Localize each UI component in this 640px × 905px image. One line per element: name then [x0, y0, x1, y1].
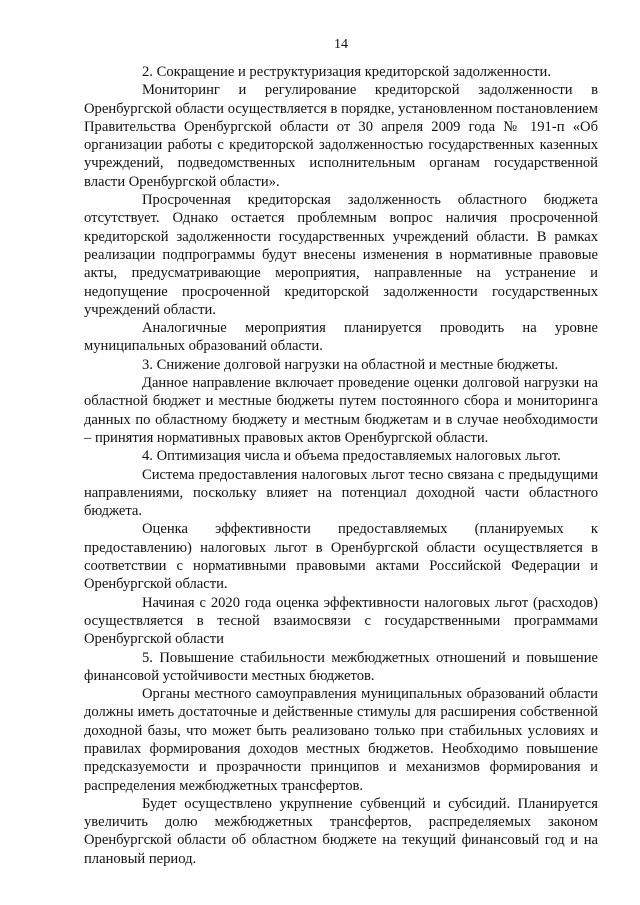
paragraph-municipal-measures: Аналогичные мероприятия планируется проводить на уровне муниципальных образований области. [84, 320, 598, 355]
page-number: 14 [334, 37, 348, 52]
paragraph-overdue-debt: Просроченная кредиторская задолженность областного бюджета отсутствует. Однако остается проблемным вопрос наличия просроченной кредиторской задолженности государственных учреждений области. В рамках реализации подпрограммы будут внесены изменения в нормативные правовые акты, предусматривающие мероприятия, направленные на устранение и недопущение просроченной кредиторской задолженности государственных учреждений области. [84, 192, 598, 318]
paragraph-heading-debt-load: 3. Снижение долговой нагрузки на областной и местные бюджеты. [142, 356, 559, 373]
paragraph-debt-load-assessment: Данное направление включает проведение оценки долговой нагрузки на областной бюджет и местные бюджеты путем постоянного сбора и мониторинга данных по областному бюджету и местным бюджетам и в случае необходимости – принятия нормативных правовых актов Оренбургской области. [84, 375, 598, 446]
paragraph-tax-benefits-2020: Начиная с 2020 года оценка эффективности налоговых льгот (расходов) осуществляется в тесной взаимосвязи с государственными программами Оренбургской области [84, 594, 598, 648]
paragraph-heading-tax-benefits: 4. Оптимизация числа и объема предоставляемых налоговых льгот. [142, 448, 561, 465]
paragraph-heading-interbudget: 5. Повышение стабильности межбюджетных отношений и повышение финансовой устойчивости местных бюджетов. [84, 649, 598, 684]
paragraph-subventions-subsidies: Будет осуществлено укрупнение субвенций и субсидий. Планируется увеличить долю межбюджетных трансфертов, распределяемых законом Оренбургской области об областном бюджете на текущий финансовый год и на плановый период. [84, 795, 598, 867]
paragraph-tax-benefits-system: Система предоставления налоговых льгот тесно связана с предыдущими направлениями, поскольку влияет на потенциал доходной части областного бюджета. [84, 466, 598, 520]
paragraph-local-government-incentives: Органы местного самоуправления муниципальных образований области должны иметь достаточные и действенные стимулы для расширения собственной доходной базы, что может быть реализовано только при стабильных условиях и правилах формирования доходов местных бюджетов. Необходимо повышение предсказуемости и прозрачности принципов и механизмов формирования и распределения межбюджетных трансфертов. [84, 686, 598, 794]
paragraph-tax-benefits-evaluation: Оценка эффективности предоставляемых (планируемых к предоставлению) налоговых льгот в Оренбургской области осуществляется в соответствии с нормативными правовыми актами Российской Федерации и Оренбургской области. [84, 521, 598, 593]
paragraph-monitoring-regulation: Мониторинг и регулирование кредиторской задолженности в Оренбургской области осуществляется в порядке, установленном постановлением Правительства Оренбургской области от 30 апреля 2009 года № 191-п «Об организации работы с кредиторской задолженностью государственных казенных учреждений, подведомственных исполнительным органам государственной власти Оренбургской области». [84, 82, 598, 190]
paragraph-heading-creditor-debt: 2. Сокращение и реструктуризация кредиторской задолженности. [142, 64, 551, 80]
